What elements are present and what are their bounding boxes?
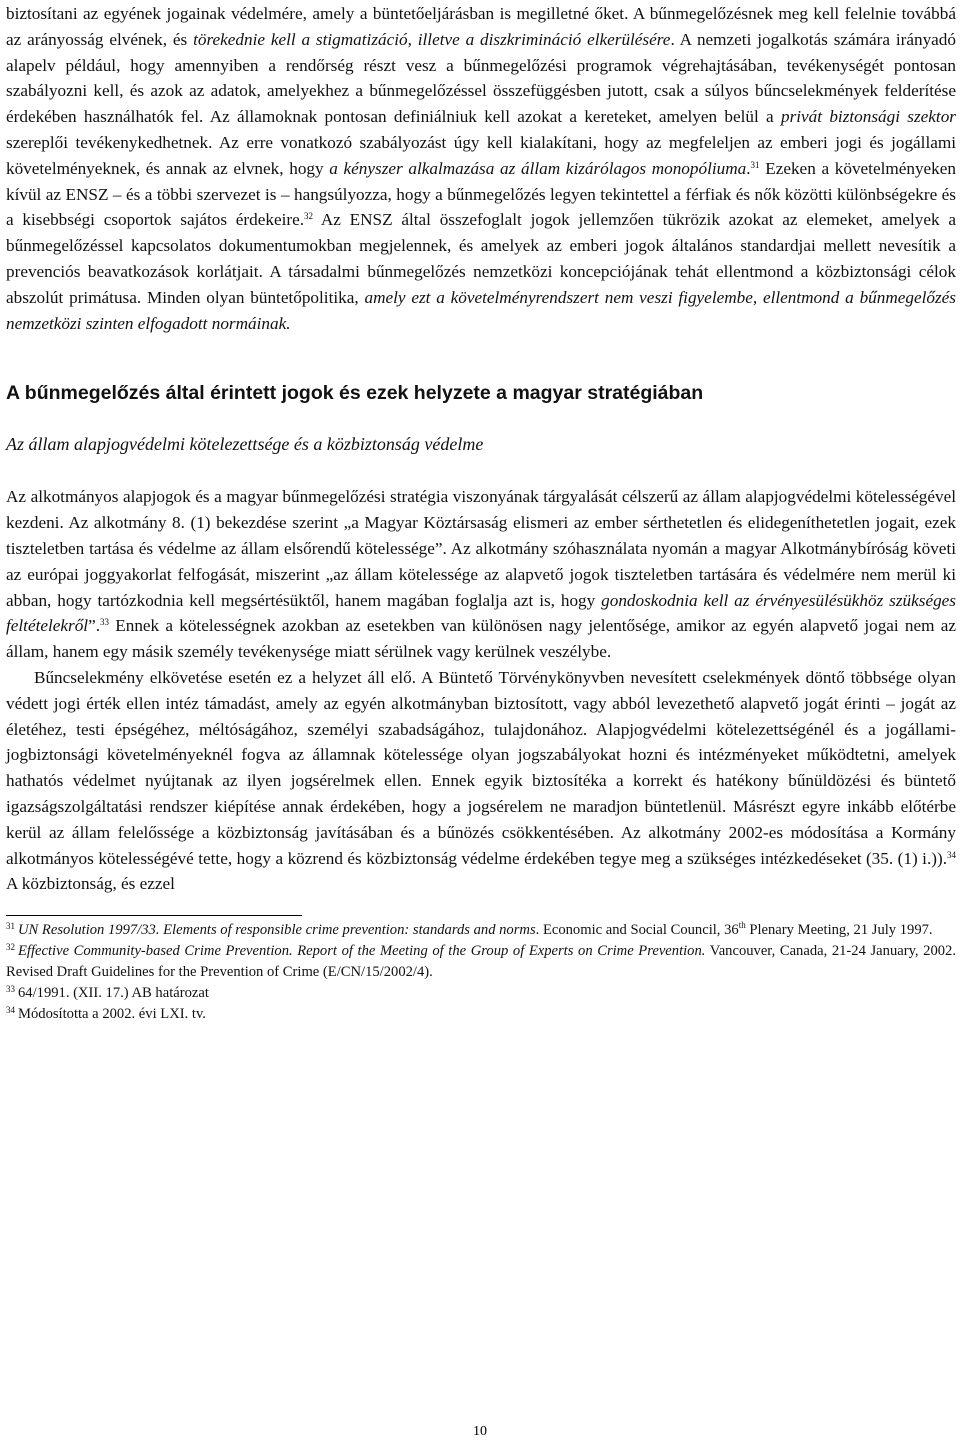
- footnote-separator: [6, 915, 302, 916]
- footnote-31: [6, 920, 956, 941]
- section-subheading: Az állam alapjogvédelmi kötelezettsége és a közbiztonság védelme: [6, 434, 484, 455]
- footnote-ref-34[interactable]: 34: [947, 849, 956, 860]
- footnote-33: [6, 983, 956, 1004]
- footnote-sup: th: [738, 920, 746, 931]
- footnote-ref-33[interactable]: 33: [100, 617, 110, 628]
- footnote-text: Plenary Meeting, 21 July 1997.: [745, 922, 933, 939]
- paragraph-crime: [6, 665, 956, 897]
- text-run: Az alkotmányos alapjogok és a magyar bűnmegelőzési stratégia viszonyának tárgyalását célszerű az állam alapjogvédelmi kötelességével kezdeni. Az alkotmány 8. (1) bekezdése szerint „a Magyar Köztársaság elismeri az ember sérthetetlen és elidegeníthetetlen jogait, ezek tiszteletben tartása és védelme az állam elsőrendű kötelessége”. Az alkotmány szóhasználata nyomán a magyar Alkotmánybíróság követi az európai joggyakorlat felfogását, miszerint „az állam kötelessége az alapvető jogok tiszteletben tartására és védelmére nem merül ki abban, hogy tartózkodnia kell megsértésüktől, hanem magában foglalja azt is, hogy: [6, 487, 956, 610]
- text-run: Ezeken a követelményeken kívül az ENSZ – és a többi szervezet is – hangsúlyozza, hogy a bűnmegelőzés legyen tekintettel a férfiak és nők közötti különbségekre és a kisebbségi csoportok sajátos érdekeire.: [6, 158, 956, 230]
- paragraph-state-duty: [6, 484, 956, 665]
- text-run: Ennek a kötelességnek azokban az esetekben van különösen nagy jelentősége, amikor az egyén alapvető jogai nem az állam, hanem egy másik személy tevékenysége miatt sérülnek vagy kerülnek veszélybe.: [6, 616, 956, 662]
- paragraph-un-principles: [6, 1, 956, 336]
- italic-run: gondoskodnia kell az érvényesülésükhöz szükséges feltételekről: [6, 590, 956, 636]
- italic-run: a kényszer alkalmazása az állam kizárólagos monopóliuma: [329, 158, 747, 178]
- footnote-number: 33: [6, 984, 15, 995]
- footnote-text: . Economic and Social Council, 36: [535, 922, 739, 939]
- footnote-italic: UN Resolution 1997/33. Elements of responsible crime prevention: standards and norms: [18, 922, 536, 939]
- footnote-text: Módosította a 2002. évi LXI. tv.: [18, 1006, 206, 1023]
- italic-run: privát biztonsági szektor: [780, 107, 956, 127]
- footnote-number: 32: [6, 942, 15, 953]
- text-run: Bűncselekmény elkövetése esetén ez a helyzet áll elő. A Büntető Törvénykönyvben nevesített cselekmények döntő többsége olyan védett jogi érték ellen intéz támadást, amely az egyén alkotmányban biztosított, vagy abból levezethető alapvető jogát érinti – jogát az életéhez, testi épségéhez, méltóságához, személyi szabadságához, tulajdonához. Alapjogvédelmi kötelezettségénél és a jogállami-jogbiztonsági követelményeknél fogva az államnak kötelessége olyan jogszabályokat hozni és intézményeket működtetni, amelyek hathatós védelmet nyújtanak az ilyen jogsérelmek ellen. Ennek egyik biztosítéka a korrekt és hatékony bűnüldözési és büntető igazságszolgáltatási rendszer kiépítése annak érdekében, hogy a jogsérelem ne maradjon büntetlenül. Másrészt egyre inkább előtérbe kerül az állam felelőssége a közbiztonság javításában és a bűnözés csökkentésében. Az alkotmány 2002-es módosítása a Kormány alkotmányos kötelességévé tette, hogy a közrend és közbiztonság védelme érdekében tegye meg a szükséges intézkedéseket (35. (1) i.)).: [6, 667, 956, 868]
- footnote-text: Vancouver, Canada, 21-24 January, 2002. Revised Draft Guidelines for the Prevention of Crime (E/CN/15/2002/4).: [6, 943, 957, 981]
- italic-run: amely ezt a követelményrendszert nem veszi figyelembe, ellentmond a bűnmegelőzés nemzetközi szinten elfogadott normáinak.: [6, 287, 956, 333]
- footnote-number: 31: [6, 921, 15, 932]
- section-heading: A bűnmegelőzés által érintett jogok és ezek helyzete a magyar stratégiában: [6, 382, 704, 405]
- text-run: szereplői tevékenykedhetnek. Az erre vonatkozó szabályozást úgy kell kialakítani, hogy az megfeleljen az emberi jogi és jogállami követelményeknek, és annak az elvnek, hogy: [6, 132, 956, 178]
- footnotes: [6, 920, 956, 1025]
- footnote-32: [6, 941, 956, 983]
- text-run: . A nemzeti jogalkotás számára irányadó alapelv például, hogy amennyiben a rendőrség részt vesz a bűnmegelőzési programok végrehajtásában, tevékenységét pontosan szabályozni kell, és azok az adatok, amelyekhez a bűnmegelőzéssel összefüggésben jutott, csak a súlyos bűncselekmények felderítése érdekében használhatók fel. Az államoknak pontosan definiálniuk kell azokat a kereteket, amelyen belül a: [6, 29, 956, 127]
- italic-run: törekednie kell a stigmatizáció, illetve a diszkrimináció elkerülésére: [193, 29, 671, 49]
- footnote-34: [6, 1004, 956, 1025]
- text-run: biztosítani az egyének jogainak védelmére, amely a büntetőeljárásban is megilletné őket. A bűnmegelőzésnek meg kell felelnie továbbá az arányosság elvének, és: [6, 4, 956, 49]
- document-page: [6, 0, 956, 1025]
- footnote-number: 34: [6, 1005, 15, 1016]
- page-number: 10: [473, 1424, 487, 1439]
- text-run: ”.: [88, 616, 101, 636]
- text-run: Az ENSZ által összefoglalt jogok jellemzően tükrözik azokat az elemeket, amelyek a bűnmegelőzéssel kapcsolatos dokumentumokban megjelennek, és amelyek az emberi jogok általános standardjai mellett nevesítik a prevenciós beavatkozások korlátjait. A társadalmi bűnmegelőzés nemzetközi koncepciójának tehát ellentmond a közbiztonsági célok abszolút primátusa. Minden olyan büntetőpolitika,: [6, 210, 956, 307]
- text-run: A közbiztonság, és ezzel: [6, 874, 175, 894]
- footnote-italic: Effective Community-based Crime Prevention. Report of the Meeting of the Group of Experts on Crime Prevention.: [18, 943, 706, 960]
- footnote-ref-32[interactable]: 32: [304, 211, 314, 222]
- footnote-ref-31[interactable]: 31: [750, 159, 760, 170]
- text-run: .: [746, 158, 751, 178]
- footnote-text: 64/1991. (XII. 17.) AB határozat: [18, 985, 209, 1002]
